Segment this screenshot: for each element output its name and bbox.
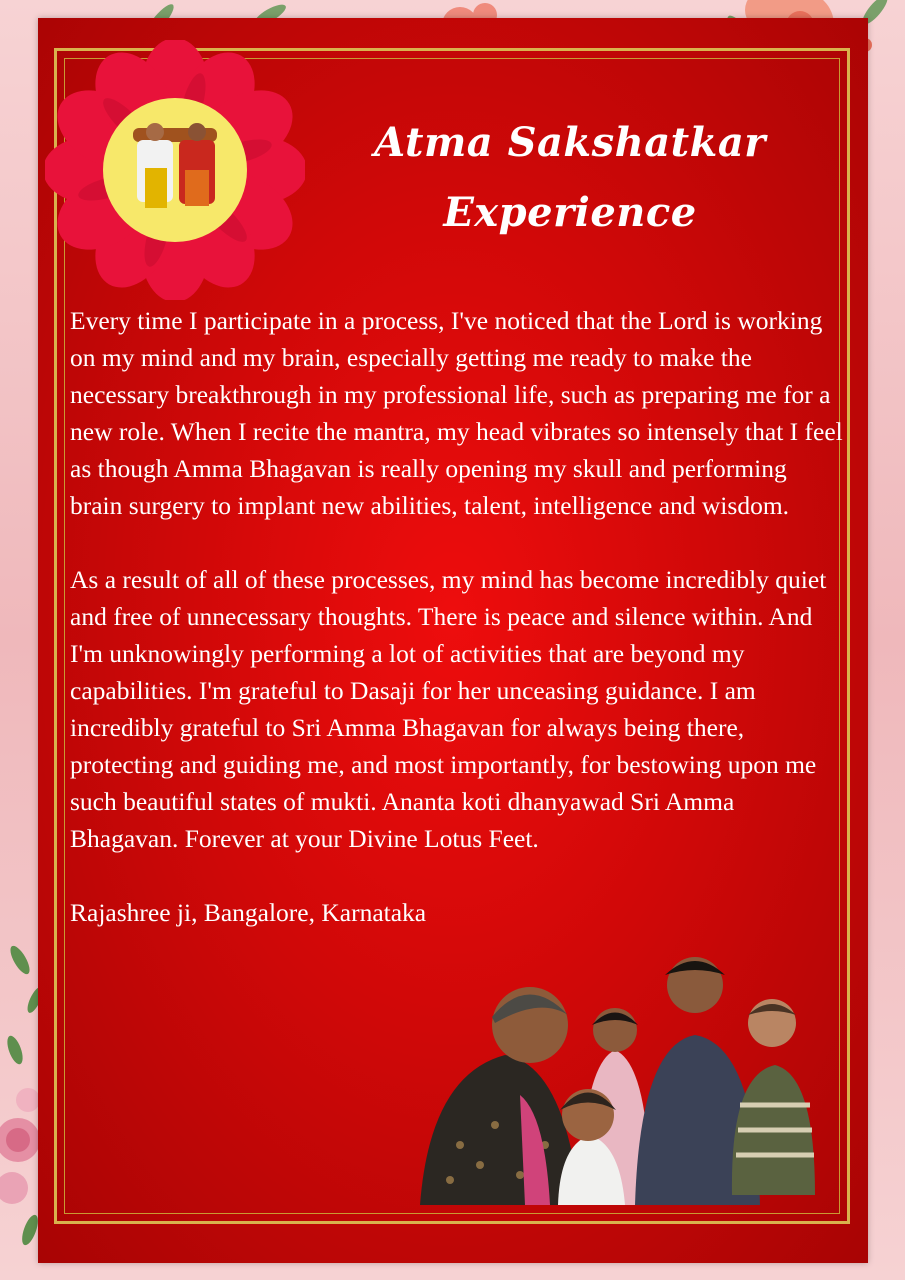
paragraph-2: As a result of all of these processes, my mind has become incredibly quiet and free of unnecessary thoughts. There is peace and silence within. And I'm unknowingly performing a lot of activities that are beyond my capabilities. I'm grateful to Dasaji for her unceasing guidance. I am incredibly grateful to Sri Amma Bhagavan for always being there, protecting and guiding me, and most importantly, for bestowing upon me such beautiful states of mukti. Ananta koti dhanyawad Sri Amma Bhagavan. Forever at your Divine Lotus Feet.	[70, 565, 827, 853]
title-line-2: Experience	[443, 189, 697, 236]
signature: Rajashree ji, Bangalore, Karnataka	[70, 898, 427, 927]
title-line-1: Atma Sakshatkar	[374, 119, 766, 166]
testimonial-body	[70, 302, 845, 931]
page-title	[330, 108, 810, 248]
paragraph-1: Every time I participate in a process, I've noticed that the Lord is working on my mind and my brain, especially getting me ready to make the necessary breakthrough in my professional life, such as preparing me for a new role. When I recite the mantra, my head vibrates so intensely that I feel as though Amma Bhagavan is really opening my skull and performing brain surgery to implant new abilities, talent, intelligence and wisdom.	[70, 306, 843, 520]
family-photo	[410, 945, 830, 1205]
red-flower-badge-icon	[45, 40, 305, 300]
